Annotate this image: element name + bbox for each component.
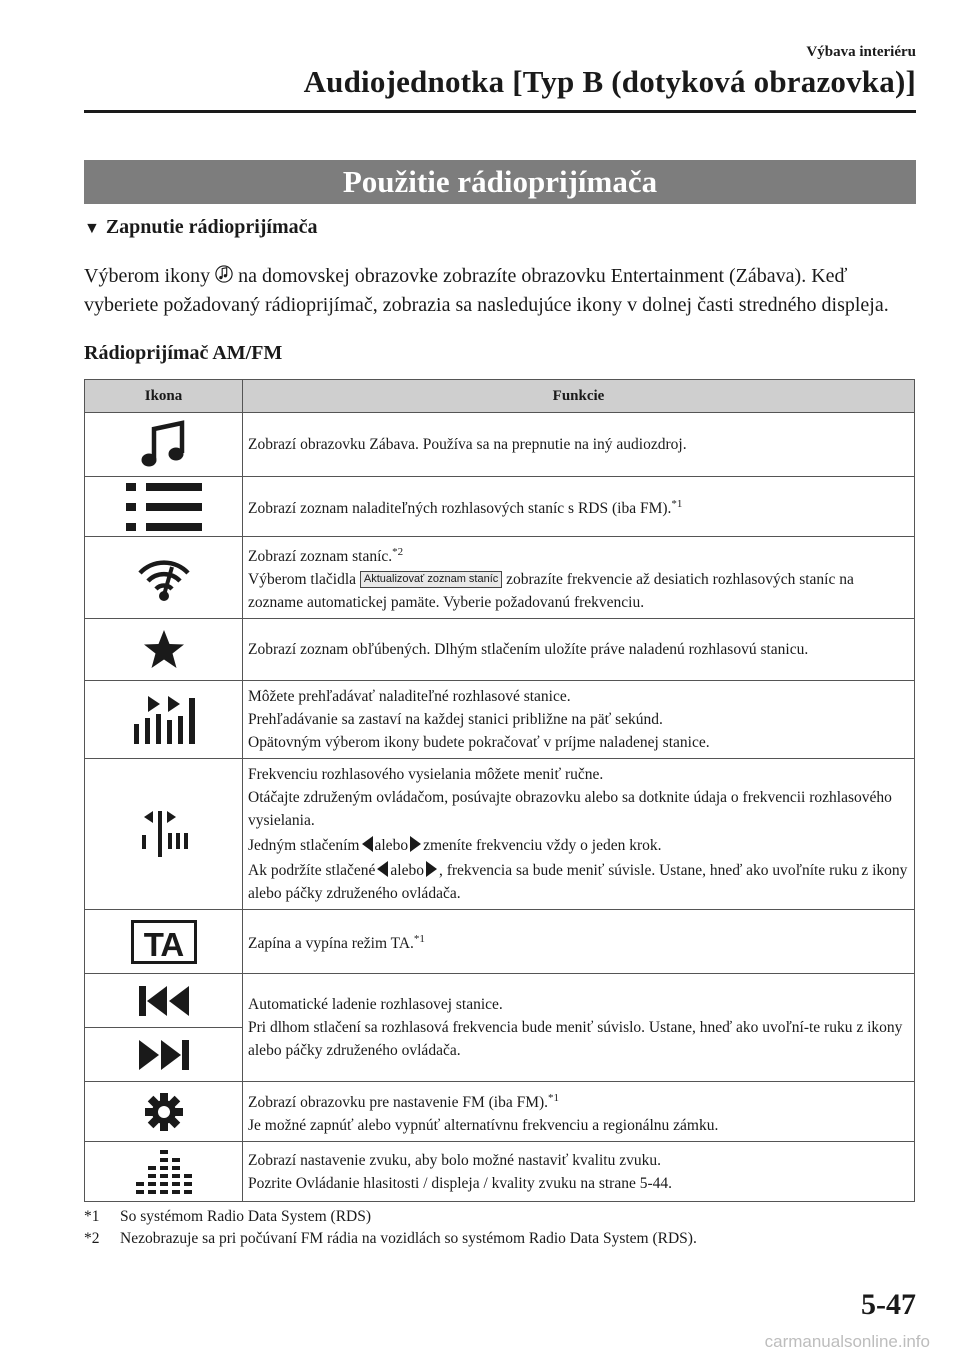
function-text: alebo [374,837,409,855]
radio-signal-icon [136,553,192,603]
function-cell [243,974,915,1082]
watermark: carmanualsonline.info [764,1332,930,1351]
function-text: Je možné zapnúť alebo vypnúť alternatívnu frekvenciu a regionálnu zámku. [248,1116,719,1134]
scan-icon [130,694,198,746]
footnote-ref: *2 [392,546,404,558]
function-text: Môžete prehľadávať naladiteľné rozhlasové stanice. [248,688,571,706]
function-text: zobrazíte frekvencie až desiatich rozhlasových staníc na zozname automatickej pamäte. Vyberie požadovanú frekvenciu. [248,571,854,612]
function-text: Pri dlhom stlačení sa rozhlasová frekvencia bude meniť súvislo. Ustane, hneď ako uvoľní-te ruku z ikony alebo páčky združeného ovládača. [248,1019,903,1060]
subheading-text: Zapnutie rádioprijímača [105,216,318,238]
function-text: , frekvencia sa bude meniť súvisle. Ustane, hneď ako uvoľníte ruku z ikony alebo páčky združeného ovládača. [248,862,908,903]
function-cell [243,910,915,974]
function-text: Ak podržíte stlačené [248,862,376,880]
footnote [84,1228,697,1250]
function-cell: Zobrazí obrazovku Zábava. Používa sa na prepnutie na iný audiozdroj. [243,413,915,477]
section-label: Výbava interiéru [806,44,916,60]
header-rule [84,110,916,113]
intro-paragraph [84,262,924,320]
table-row [85,619,915,681]
function-text: Otáčajte združeným ovládačom, posúvajte obrazovku alebo sa dotknite údaja o frekvencii rozhlasového vysielania. [248,789,892,830]
footnote-mark: *1 [84,1208,100,1225]
equalizer-icon [134,1148,194,1196]
manual-tuning-icon [139,809,189,859]
triangle-bullet-icon: ▼ [84,220,100,237]
table-row [85,759,915,910]
section-banner: Použitie rádioprijímača [84,160,916,204]
function-text: Zapína a vypína režim TA. [248,935,414,953]
music-note-icon [215,263,233,285]
table-row [85,413,915,477]
subheading-am-fm: Rádioprijímač AM/FM [84,342,283,364]
function-text: Opätovným výberom ikony budete pokračovať v príjme naladenej stanice. [248,734,710,752]
footnote-ref: *1 [671,497,683,510]
table-row [85,681,915,759]
function-text: Automatické ladenie rozhlasovej stanice. [248,996,503,1014]
table-row [85,477,915,537]
triangle-right-icon [426,861,437,877]
function-text: Zobrazí obrazovku pre nastavenie FM (iba FM). [248,1093,549,1111]
triangle-left-icon [377,861,388,877]
gear-icon [144,1092,184,1132]
table-row [85,910,915,974]
function-text: Pozrite Ovládanie hlasitosti / displeja / kvality zvuku na strane 5-44. [248,1174,673,1192]
ta-icon: TA [131,920,197,964]
function-cell [243,759,915,910]
function-text: Zobrazí nastavenie zvuku, aby bolo možné nastaviť kvalitu zvuku. [248,1151,661,1169]
col-header-icon: Ikona [85,380,243,413]
update-station-list-button: Aktualizovať zoznam staníc [360,571,502,588]
table-row [85,1142,915,1202]
function-text: Prehľadávanie sa zastaví na každej stanici približne na päť sekúnd. [248,711,663,729]
function-text: alebo [390,862,424,880]
table-row [85,537,915,619]
footnote-text: Nezobrazuje sa pri počúvaní FM rádia na vozidlách so systémom Radio Data System (RDS). [120,1230,697,1247]
subheading [84,216,318,239]
table-row [85,1082,915,1142]
chapter-title: Audiojednotka [Typ B (dotyková obrazovka)] [303,64,916,99]
icon-function-table [84,379,915,1202]
list-icon [124,481,204,533]
seek-back-icon [137,984,191,1018]
function-cell [243,537,915,619]
function-cell [243,1082,915,1142]
music-note-icon [139,419,189,471]
footnote-ref: *1 [413,933,425,946]
triangle-right-icon [410,836,421,852]
intro-text-1: Výberom ikony [84,265,211,287]
footnote-ref: *1 [548,1091,560,1104]
function-text: zmeníte frekvenciu vždy o jeden krok. [423,837,662,855]
col-header-function: Funkcie [243,380,915,413]
function-text: Výberom tlačidla [248,571,357,589]
function-text: Frekvenciu rozhlasového vysielania môžete meniť ručne. [248,766,604,784]
intro-text-2: na domovskej obrazovke zobrazíte obrazovku Entertainment (Zábava). Keď vyberiete požadovaný rádioprijímač, zobrazia sa nasledujúce ikony v dolnej časti stredného displeja. [84,265,889,316]
footnote-text: So systémom Radio Data System (RDS) [120,1208,372,1225]
function-cell [243,681,915,759]
table-row [85,974,915,1028]
footnote-mark: *2 [84,1230,100,1247]
function-text: Jedným stlačením [248,837,360,855]
function-text: Zobrazí zoznam staníc. [248,548,393,566]
triangle-left-icon [362,836,373,852]
page-number: 5-47 [861,1288,916,1321]
function-cell [243,1142,915,1202]
function-cell: Zobrazí zoznam obľúbených. Dlhým stlačením uložíte práve naladenú rozhlasovú stanicu. [243,619,915,681]
seek-forward-icon [137,1038,191,1072]
footnote [84,1206,697,1228]
function-text: Zobrazí zoznam naladiteľných rozhlasových staníc s RDS (iba FM). [248,500,672,518]
footnotes [84,1206,697,1250]
table-header-row [85,380,915,413]
function-cell [243,477,915,537]
star-icon [142,628,186,672]
